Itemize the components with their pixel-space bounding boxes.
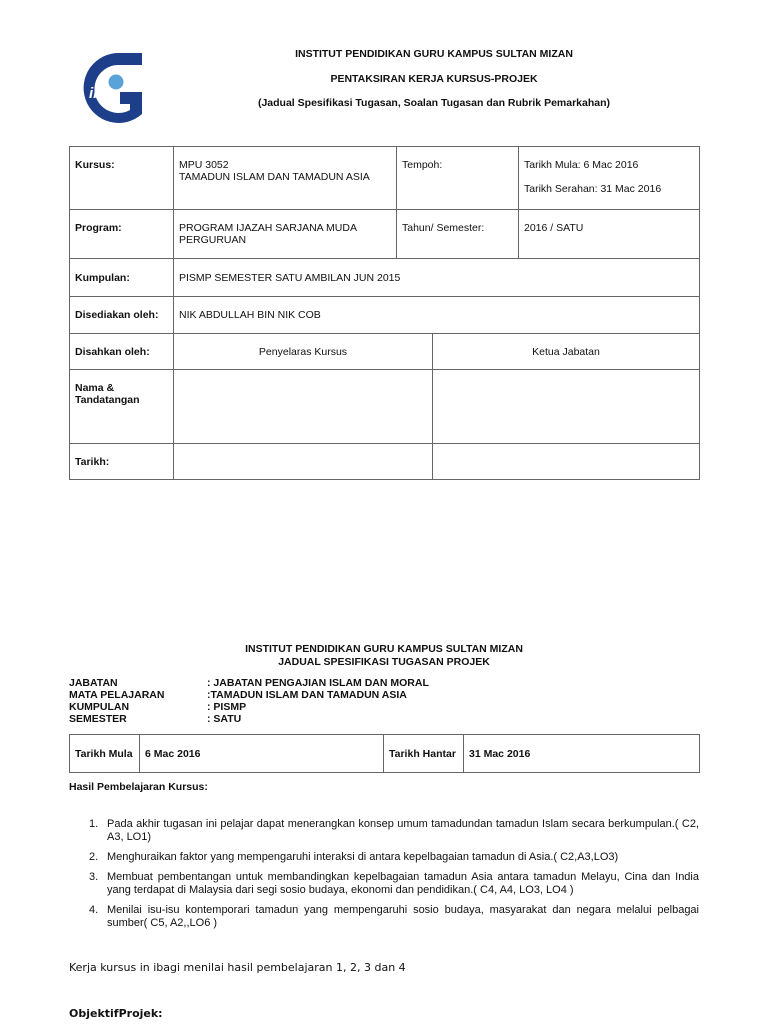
kursus-value: MPU 3052 TAMADUN ISLAM DAN TAMADUN ASIA	[174, 147, 397, 210]
tahun-value: 2016 / SATU	[519, 210, 700, 259]
logo-text: iPG	[89, 85, 115, 102]
outcomes-list	[69, 818, 699, 937]
signature-ketua	[433, 370, 700, 444]
mp-label: MATA PELAJARAN	[69, 689, 165, 701]
list-item: 3. Membuat pembentangan untuk membandingkan kepelbagaian tamadun Asia antara tamadun Melayu, Cina dan India yang terdapat di Malaysia dari segi sosio budaya, ekonomi dan pendidikan.( C4, A4, LO3, LO4 )	[89, 871, 699, 896]
course-info-table	[69, 146, 700, 480]
spec-kumpulan-label: KUMPULAN	[69, 701, 130, 713]
spec-institution: INSTITUT PENDIDIKAN GURU KAMPUS SULTAN MIZAN	[245, 643, 523, 655]
jabatan-label: JABATAN	[69, 677, 118, 689]
tahun-label: Tahun/ Semester:	[397, 210, 519, 259]
tarikh-serahan: Tarikh Serahan: 31 Mac 2016	[524, 183, 662, 195]
mp-value: :TAMADUN ISLAM DAN TAMADUN ASIA	[207, 689, 407, 701]
disediakan-value: NIK ABDULLAH BIN NIK COB	[174, 297, 700, 334]
list-item: 4. Menilai isu-isu kontemporari tamadun yang mempengaruhi sosio budaya, masyarakat dan negara melalui pelbagai sumber( C5, A2,,LO6 )	[89, 904, 699, 929]
disahkan-label: Disahkan oleh:	[70, 334, 174, 370]
tarikh-penyelaras	[174, 444, 433, 480]
list-item: 2. Menghuraikan faktor yang mempengaruhi interaksi di antara kepelbagaian tamadun di Asia.( C2,A3,LO3)	[89, 851, 619, 863]
tarikh-mula-value: 6 Mac 2016	[140, 735, 384, 773]
tarikh-hantar-label: Tarikh Hantar	[384, 735, 464, 773]
tarikh-ketua	[433, 444, 700, 480]
penyelaras-label: Penyelaras Kursus	[174, 334, 433, 370]
header-title: PENTAKSIRAN KERJA KURSUS-PROJEK	[330, 73, 538, 85]
program-value: PROGRAM IJAZAH SARJANA MUDA PERGURUAN	[174, 210, 397, 259]
disediakan-label: Disediakan oleh:	[70, 297, 174, 334]
kumpulan-value: PISMP SEMESTER SATU AMBILAN JUN 2015	[174, 259, 700, 297]
outcomes-heading: Hasil Pembelajaran Kursus:	[69, 781, 208, 793]
nama-label: Nama & Tandatangan	[70, 370, 174, 444]
list-item: 1. Pada akhir tugasan ini pelajar dapat menerangkan konsep umum tamadundan tamadun Islam secara berkumpulan.( C2, A3, LO1)	[89, 818, 699, 843]
header-subtitle: (Jadual Spesifikasi Tugasan, Soalan Tugasan dan Rubrik Pemarkahan)	[257, 97, 611, 109]
spec-kumpulan-value: : PISMP	[207, 701, 247, 713]
ketua-label: Ketua Jabatan	[433, 334, 700, 370]
tarikh-label: Tarikh:	[70, 444, 174, 480]
objektif-heading: ObjektifProjek:	[69, 1007, 163, 1020]
tempoh-label: Tempoh:	[397, 147, 519, 210]
dates-table	[69, 734, 700, 773]
tarikh-hantar-value: 31 Mac 2016	[464, 735, 700, 773]
spec-title: JADUAL SPESIFIKASI TUGASAN PROJEK	[278, 656, 490, 668]
program-label: Program:	[70, 210, 174, 259]
kursus-label: Kursus:	[70, 147, 174, 210]
signature-penyelaras	[174, 370, 433, 444]
kumpulan-label: Kumpulan:	[70, 259, 174, 297]
tarikh-mula-label: Tarikh Mula	[70, 735, 140, 773]
semester-value: : SATU	[207, 713, 242, 725]
jabatan-value: : JABATAN PENGAJIAN ISLAM DAN MORAL	[207, 677, 429, 689]
assessment-note: Kerja kursus in ibagi menilai hasil pembelajaran 1, 2, 3 dan 4	[69, 961, 406, 974]
header-institution: INSTITUT PENDIDIKAN GURU KAMPUS SULTAN MIZAN	[295, 48, 573, 60]
semester-label: SEMESTER	[69, 713, 127, 725]
tempoh-value	[519, 147, 700, 210]
ipg-logo	[80, 52, 144, 124]
spec-info	[69, 677, 429, 725]
tarikh-mula: Tarikh Mula: 6 Mac 2016	[524, 159, 639, 171]
